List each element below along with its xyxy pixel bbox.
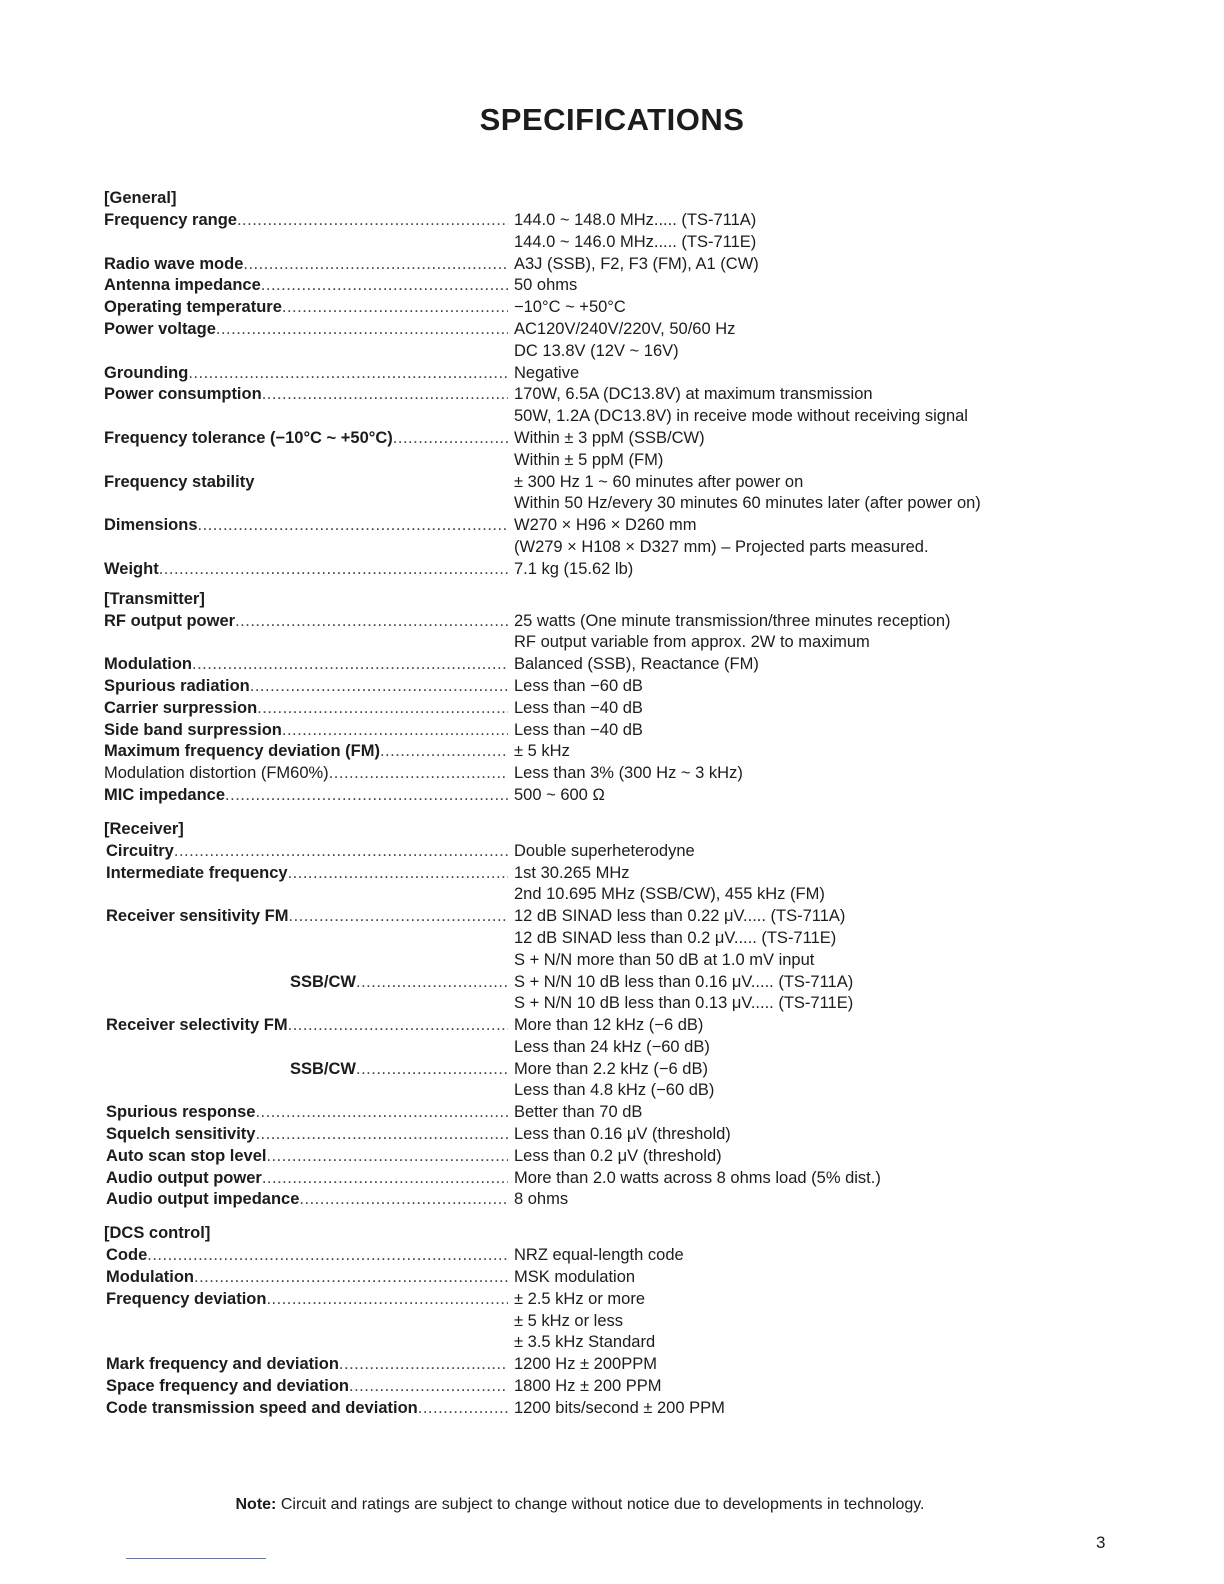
spec-value: ± 5 kHz or less [514, 1311, 623, 1330]
spec-row [104, 384, 1104, 428]
spec-row [104, 1267, 1104, 1289]
spec-value: Double superheterodyne [514, 841, 695, 860]
spec-label: Antenna impedance [104, 276, 261, 295]
spec-row [104, 1289, 1104, 1354]
spec-row [104, 720, 1104, 742]
spec-value: Less than 4.8 kHz (−60 dB) [514, 1081, 715, 1100]
dot-leader [393, 428, 508, 472]
spec-values [508, 428, 1104, 472]
spec-value: Negative [514, 363, 580, 382]
spec-label-cell [104, 1398, 508, 1420]
spec-label: RF output power [104, 611, 236, 630]
spec-label: Carrier surpression [104, 698, 258, 717]
section-rows [104, 1245, 1104, 1419]
spec-values [508, 611, 1104, 655]
spec-list [104, 180, 1104, 1420]
spec-values [508, 210, 1104, 254]
spec-value: Better than 70 dB [514, 1103, 643, 1122]
spec-label: Audio output impedance [106, 1190, 300, 1209]
spec-row [104, 275, 1104, 297]
spec-label: Radio wave mode [104, 254, 244, 273]
note-label: Note: [235, 1496, 277, 1513]
spec-value: 170W, 6.5A (DC13.8V) at maximum transmission [514, 385, 873, 404]
spec-value: Less than −40 dB [514, 698, 643, 717]
dot-leader [329, 763, 508, 785]
spec-row [104, 741, 1104, 763]
spec-label: Frequency tolerance (−10°C ~ +50°C) [104, 428, 393, 447]
spec-label: Code transmission speed and deviation [106, 1398, 418, 1417]
spec-row [104, 1015, 1104, 1059]
spec-label-cell [104, 297, 508, 319]
spec-label-cell [104, 698, 508, 720]
footer-rule [126, 1558, 266, 1559]
spec-row [104, 319, 1104, 363]
spec-label-cell [104, 428, 508, 472]
section-transmitter [104, 581, 1104, 807]
dot-leader [349, 1376, 508, 1398]
spec-row [104, 559, 1104, 581]
spec-value: Less than 0.16 μV (threshold) [514, 1125, 731, 1144]
dot-leader [237, 210, 508, 254]
spec-label-cell [104, 1059, 508, 1103]
spec-label: Spurious response [106, 1103, 256, 1122]
dot-leader [418, 1398, 508, 1420]
spec-label: Receiver selectivity FM [106, 1016, 288, 1035]
spec-label: Mark frequency and deviation [106, 1355, 339, 1374]
dot-leader [174, 841, 508, 863]
spec-label-cell [104, 1189, 508, 1211]
dot-leader [225, 785, 508, 807]
spec-label-cell [104, 654, 508, 676]
section-dcs [104, 1211, 1104, 1419]
spec-label: Modulation distortion (FM60%) [104, 764, 329, 783]
spec-label-cell [104, 472, 508, 516]
dot-leader [266, 1289, 508, 1354]
spec-value: Less than 24 kHz (−60 dB) [514, 1037, 710, 1056]
spec-value: Less than −60 dB [514, 676, 643, 695]
spec-values [508, 698, 1104, 720]
spec-values [508, 1124, 1104, 1146]
spec-value: 1st 30.265 MHz [514, 863, 630, 882]
spec-values [508, 1059, 1104, 1103]
page-number: 3 [1096, 1533, 1106, 1552]
spec-values [508, 1102, 1104, 1124]
spec-label: Intermediate frequency [106, 863, 288, 882]
spec-value: Within ± 3 ppM (SSB/CW) [514, 428, 705, 447]
spec-label-cell [104, 841, 508, 863]
spec-value: ± 2.5 kHz or more [514, 1289, 646, 1308]
spec-label-cell [104, 1245, 508, 1267]
spec-values [508, 763, 1104, 785]
section-header: [Transmitter] [104, 589, 205, 608]
dot-leader [243, 254, 508, 276]
spec-value: W270 × H96 × D260 mm [514, 516, 697, 535]
dot-leader [235, 611, 508, 655]
spec-label-cell [104, 720, 508, 742]
section-header: [DCS control] [104, 1224, 211, 1243]
section-receiver [104, 807, 1104, 1212]
spec-label-cell [104, 863, 508, 907]
spec-label-cell [104, 1102, 508, 1124]
dot-leader [250, 676, 508, 698]
spec-label-cell [104, 611, 508, 655]
spec-label: Dimensions [104, 516, 198, 535]
spec-values [508, 972, 1104, 1016]
dot-leader [159, 559, 508, 581]
spec-value: Less than 0.2 μV (threshold) [514, 1146, 722, 1165]
spec-value: 2nd 10.695 MHz (SSB/CW), 455 kHz (FM) [514, 885, 825, 904]
spec-label: SSB/CW [290, 1059, 356, 1078]
dot-leader [198, 515, 508, 559]
spec-label: Spurious radiation [104, 676, 250, 695]
section-header: [General] [104, 189, 177, 207]
spec-row [104, 1059, 1104, 1103]
spec-label-cell [104, 906, 508, 971]
spec-label-cell [104, 785, 508, 807]
spec-label: Power consumption [104, 385, 262, 404]
spec-label-cell [104, 972, 508, 1016]
dot-leader [194, 1267, 508, 1289]
spec-value: Less than 3% (300 Hz ~ 3 kHz) [514, 764, 743, 783]
spec-value: 25 watts (One minute transmission/three minutes reception) [514, 611, 951, 630]
spec-label: Frequency range [104, 211, 237, 229]
spec-label: Frequency stability [104, 472, 255, 491]
dot-leader [257, 698, 508, 720]
dot-leader [261, 275, 508, 297]
dot-leader [192, 654, 508, 676]
spec-row [104, 1245, 1104, 1267]
spec-value: 500 ~ 600 Ω [514, 785, 605, 804]
spec-label: Side band surpression [104, 720, 282, 739]
spec-row [104, 254, 1104, 276]
spec-values [508, 741, 1104, 763]
spec-value: Less than −40 dB [514, 720, 643, 739]
spec-label-cell [104, 559, 508, 581]
spec-value: A3J (SSB), F2, F3 (FM), A1 (CW) [514, 254, 759, 273]
spec-row [104, 1124, 1104, 1146]
spec-value: 8 ohms [514, 1190, 569, 1209]
spec-label-cell [104, 763, 508, 785]
spec-value: 144.0 ~ 146.0 MHz..... (TS-711E) [514, 232, 757, 251]
spec-value: −10°C ~ +50°C [514, 298, 626, 317]
spec-row [104, 428, 1104, 472]
spec-row [104, 1102, 1104, 1124]
spec-row [104, 676, 1104, 698]
dot-leader [266, 1146, 508, 1168]
spec-row [104, 972, 1104, 1016]
spec-label: Modulation [106, 1268, 194, 1287]
spec-value: DC 13.8V (12V ~ 16V) [514, 341, 679, 360]
spec-value: More than 2.0 watts across 8 ohms load (5% dist.) [514, 1168, 881, 1187]
spec-value: More than 12 kHz (−6 dB) [514, 1016, 704, 1035]
spec-values [508, 863, 1104, 907]
section-rows [104, 210, 1104, 581]
dot-leader [255, 1124, 508, 1146]
spec-values [508, 254, 1104, 276]
spec-value: 1200 bits/second ± 200 PPM [514, 1398, 725, 1417]
section-rows [104, 841, 1104, 1212]
note-text: Circuit and ratings are subject to change without notice due to developments in technology. [280, 1496, 925, 1513]
spec-label: Grounding [104, 363, 189, 382]
spec-values [508, 785, 1104, 807]
spec-row [104, 1376, 1104, 1398]
spec-label-cell [104, 210, 508, 254]
spec-label-cell [104, 1124, 508, 1146]
spec-values [508, 1398, 1104, 1420]
spec-label: Frequency deviation [106, 1289, 267, 1308]
spec-label: Circuitry [106, 841, 174, 860]
spec-value: 7.1 kg (15.62 lb) [514, 559, 634, 578]
spec-row [104, 841, 1104, 863]
spec-values [508, 841, 1104, 863]
spec-label: Power voltage [104, 319, 216, 338]
spec-value: ± 300 Hz 1 ~ 60 minutes after power on [514, 472, 804, 491]
spec-label-cell [104, 363, 508, 385]
dot-leader [255, 1102, 508, 1124]
spec-value: 50 ohms [514, 276, 578, 295]
spec-value: 144.0 ~ 148.0 MHz..... (TS-711A) [514, 211, 757, 229]
dot-leader [288, 1015, 508, 1059]
spec-label: Operating temperature [104, 298, 282, 317]
spec-values [508, 472, 1104, 516]
spec-values [508, 297, 1104, 319]
dot-leader [288, 863, 508, 907]
dot-leader [356, 972, 508, 1016]
spec-value: Within ± 5 ppM (FM) [514, 450, 664, 469]
spec-label-cell [104, 1354, 508, 1376]
spec-values [508, 515, 1104, 559]
spec-label-cell [104, 515, 508, 559]
spec-row [104, 611, 1104, 655]
spec-values [508, 1245, 1104, 1267]
spec-values [508, 1354, 1104, 1376]
spec-label-cell [104, 1146, 508, 1168]
spec-label: SSB/CW [290, 972, 356, 991]
spec-label-cell [104, 741, 508, 763]
dot-leader [356, 1059, 508, 1103]
spec-value: S + N/N more than 50 dB at 1.0 mV input [514, 950, 815, 969]
spec-row [104, 698, 1104, 720]
spec-label-cell [104, 254, 508, 276]
spec-values [508, 319, 1104, 363]
spec-value: Within 50 Hz/every 30 minutes 60 minutes later (after power on) [514, 494, 981, 513]
spec-values [508, 363, 1104, 385]
spec-label: Auto scan stop level [106, 1146, 267, 1165]
spec-values [508, 906, 1104, 971]
spec-values [508, 676, 1104, 698]
dot-leader [188, 363, 508, 385]
spec-label-cell [104, 1376, 508, 1398]
spec-values [508, 720, 1104, 742]
spec-value: ± 3.5 kHz Standard [514, 1333, 656, 1352]
dot-leader [147, 1245, 508, 1267]
dot-leader [262, 384, 508, 428]
spec-row [104, 363, 1104, 385]
spec-label-cell [104, 319, 508, 363]
spec-label: Code [106, 1246, 148, 1265]
spec-values [508, 1168, 1104, 1190]
spec-values [508, 559, 1104, 581]
spec-value: RF output variable from approx. 2W to maximum [514, 633, 870, 652]
spec-label: Squelch sensitivity [106, 1125, 256, 1144]
dot-leader [216, 319, 508, 363]
spec-value: ± 5 kHz [514, 742, 570, 761]
spec-value: Balanced (SSB), Reactance (FM) [514, 655, 759, 674]
spec-row [104, 654, 1104, 676]
dot-leader [262, 1168, 508, 1190]
spec-label-cell [104, 1168, 508, 1190]
spec-label-cell [104, 384, 508, 428]
spec-row [104, 906, 1104, 971]
spec-label-cell [104, 676, 508, 698]
spec-label-cell [104, 1289, 508, 1354]
spec-label: Weight [104, 559, 159, 578]
spec-value: 1800 Hz ± 200 PPM [514, 1377, 662, 1396]
spec-label-cell [104, 1267, 508, 1289]
spec-values [508, 1267, 1104, 1289]
dot-leader [282, 720, 508, 742]
spec-row [104, 863, 1104, 907]
spec-values [508, 384, 1104, 428]
spec-values [508, 1289, 1104, 1354]
spec-row [104, 1146, 1104, 1168]
dot-leader [282, 297, 508, 319]
spec-label: Maximum frequency deviation (FM) [104, 742, 380, 761]
spec-value: S + N/N 10 dB less than 0.13 μV..... (TS-711E) [514, 994, 854, 1013]
spec-value: S + N/N 10 dB less than 0.16 μV..... (TS-711A) [514, 972, 854, 991]
spec-row [104, 1354, 1104, 1376]
spec-row [104, 785, 1104, 807]
spec-row [104, 472, 1104, 516]
dot-leader [299, 1189, 508, 1211]
spec-value: 1200 Hz ± 200PPM [514, 1355, 657, 1374]
dot-leader [380, 741, 508, 763]
dot-leader [339, 1354, 508, 1376]
spec-label: Receiver sensitivity FM [106, 907, 289, 926]
spec-value: NRZ equal-length code [514, 1246, 684, 1265]
section-header: [Receiver] [104, 819, 184, 838]
spec-values [508, 275, 1104, 297]
spec-label: Space frequency and deviation [106, 1377, 349, 1396]
footnote [0, 1496, 1160, 1514]
page-title: SPECIFICATIONS [479, 102, 745, 137]
spec-row [104, 1168, 1104, 1190]
spec-value: 50W, 1.2A (DC13.8V) in receive mode without receiving signal [514, 407, 968, 426]
spec-values [508, 1015, 1104, 1059]
spec-values [508, 1376, 1104, 1398]
spec-label: MIC impedance [104, 785, 226, 804]
spec-values [508, 654, 1104, 676]
dot-leader [289, 906, 509, 971]
spec-row [104, 1189, 1104, 1211]
spec-row [104, 1398, 1104, 1420]
spec-row [104, 297, 1104, 319]
spec-value: AC120V/240V/220V, 50/60 Hz [514, 319, 736, 338]
spec-row [104, 763, 1104, 785]
spec-label: Audio output power [106, 1168, 262, 1187]
section-general [104, 180, 1104, 581]
spec-values [508, 1146, 1104, 1168]
section-rows [104, 611, 1104, 807]
spec-label-cell [104, 275, 508, 297]
spec-row [104, 210, 1104, 254]
spec-value: (W279 × H108 × D327 mm) – Projected parts measured. [514, 537, 929, 556]
spec-values [508, 1189, 1104, 1211]
spec-value: 12 dB SINAD less than 0.22 μV..... (TS-711A) [514, 907, 846, 926]
spec-label-cell [104, 1015, 508, 1059]
spec-value: MSK modulation [514, 1268, 636, 1287]
spec-value: More than 2.2 kHz (−6 dB) [514, 1059, 708, 1078]
spec-row [104, 515, 1104, 559]
spec-value: 12 dB SINAD less than 0.2 μV..... (TS-711E) [514, 928, 837, 947]
spec-label: Modulation [104, 655, 192, 674]
